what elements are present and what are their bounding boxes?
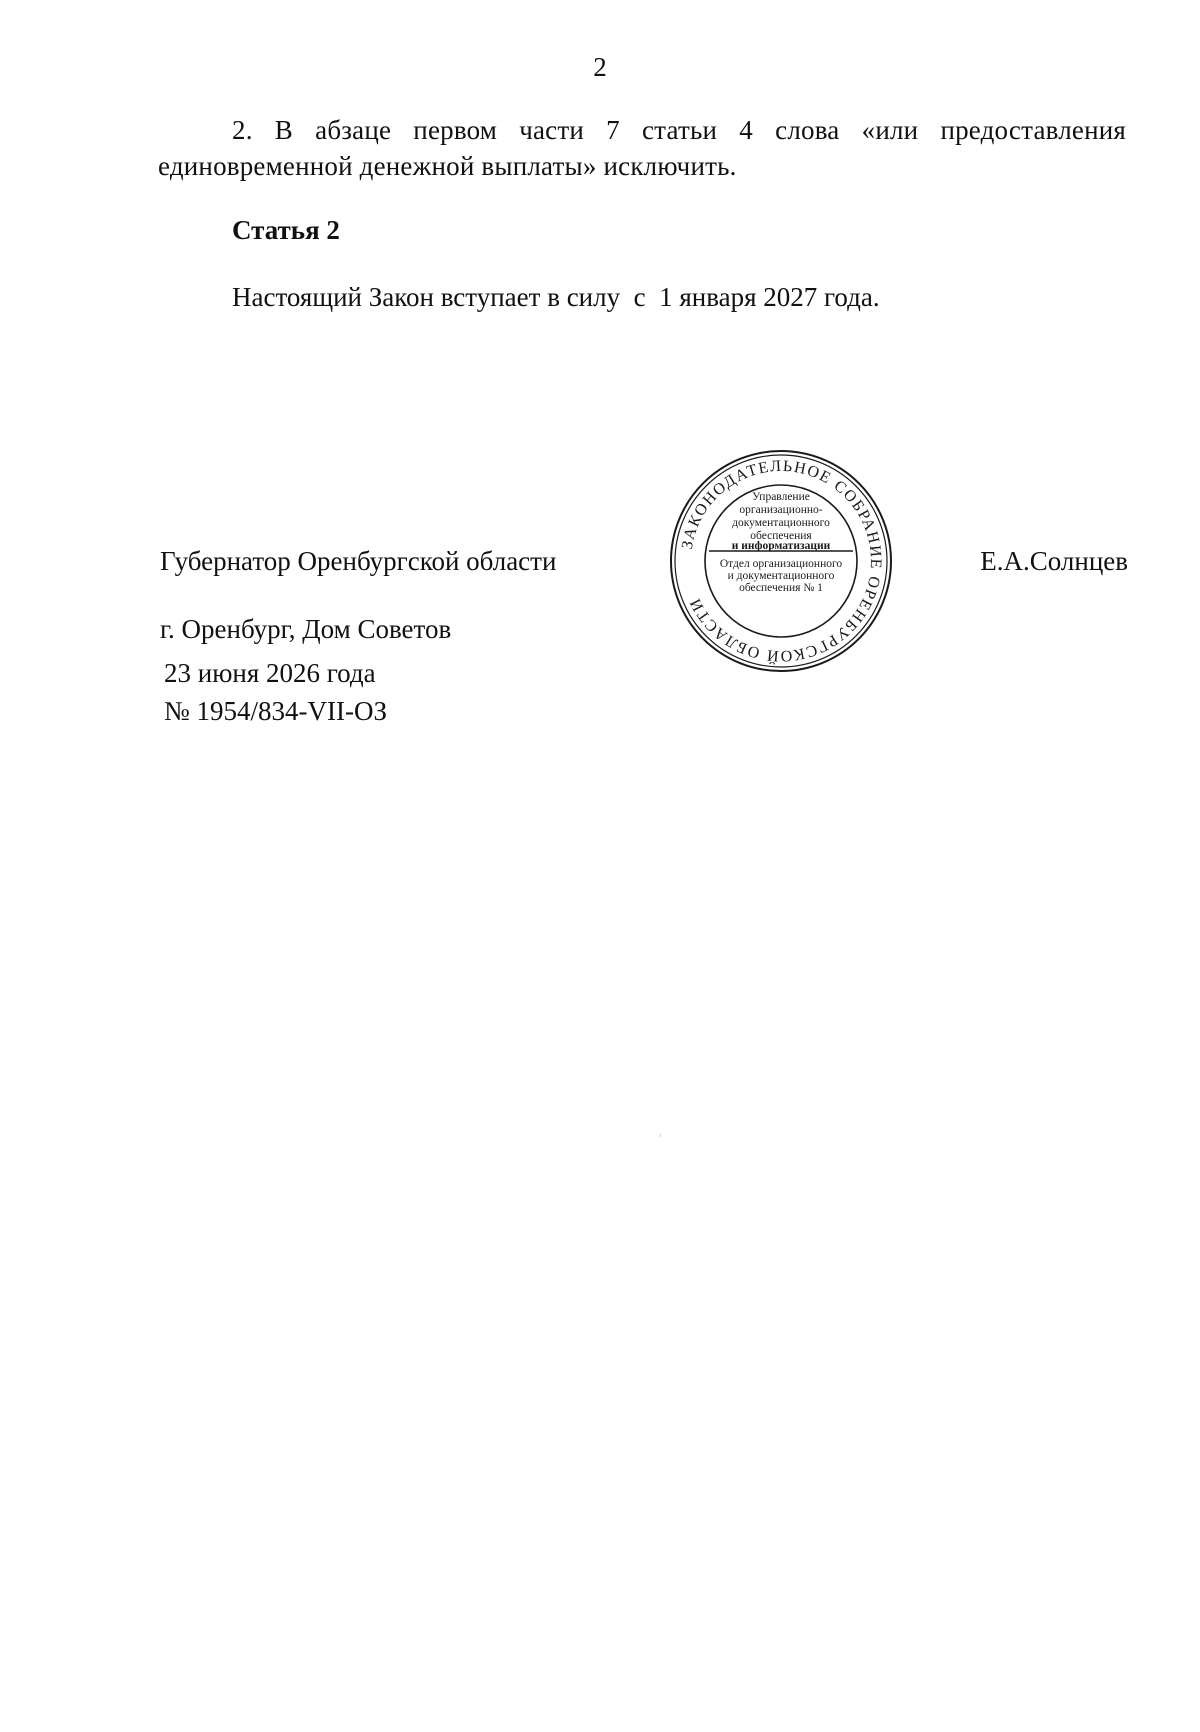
law-number: № 1954/834-VII-ОЗ	[164, 696, 388, 726]
seal-graphic	[668, 448, 894, 674]
signatory-title: Губернатор Оренбургской области	[160, 546, 557, 576]
signatory-name: Е.А.Солнцев	[980, 546, 1128, 576]
amendment-paragraph: 2. В абзаце первом части 7 статьи 4 слова «или предоставления единовременной денежной выплаты» исключить.	[158, 115, 1126, 181]
scan-speck	[660, 1134, 661, 1137]
seal-line: обеспечения № 1	[739, 582, 823, 594]
seal-line: документационного	[732, 517, 830, 529]
page-number: 2	[593, 52, 607, 82]
seal-line: и документационного	[727, 570, 835, 582]
seal-line: Отдел организационного	[719, 558, 843, 570]
seal-line: организационно-	[739, 504, 823, 516]
article-text: Настоящий Закон вступает в силу с 1 января 2027 года.	[232, 282, 880, 312]
seal-line: Управление	[752, 491, 810, 503]
signing-place: г. Оренбург, Дом Советов	[160, 614, 452, 644]
article-heading: Статья 2	[232, 215, 340, 245]
seal-line: и информатизации	[731, 540, 831, 552]
signing-date: 23 июня 2026 года	[164, 658, 376, 688]
seal-ring-text: ЗАКОНОДАТЕЛЬНОЕ СОБРАНИЕ ОРЕНБУРГСКОЙ ОБЛАСТИ	[678, 457, 885, 665]
official-seal-stamp	[668, 448, 894, 674]
seal-line: обеспечения	[750, 530, 812, 542]
